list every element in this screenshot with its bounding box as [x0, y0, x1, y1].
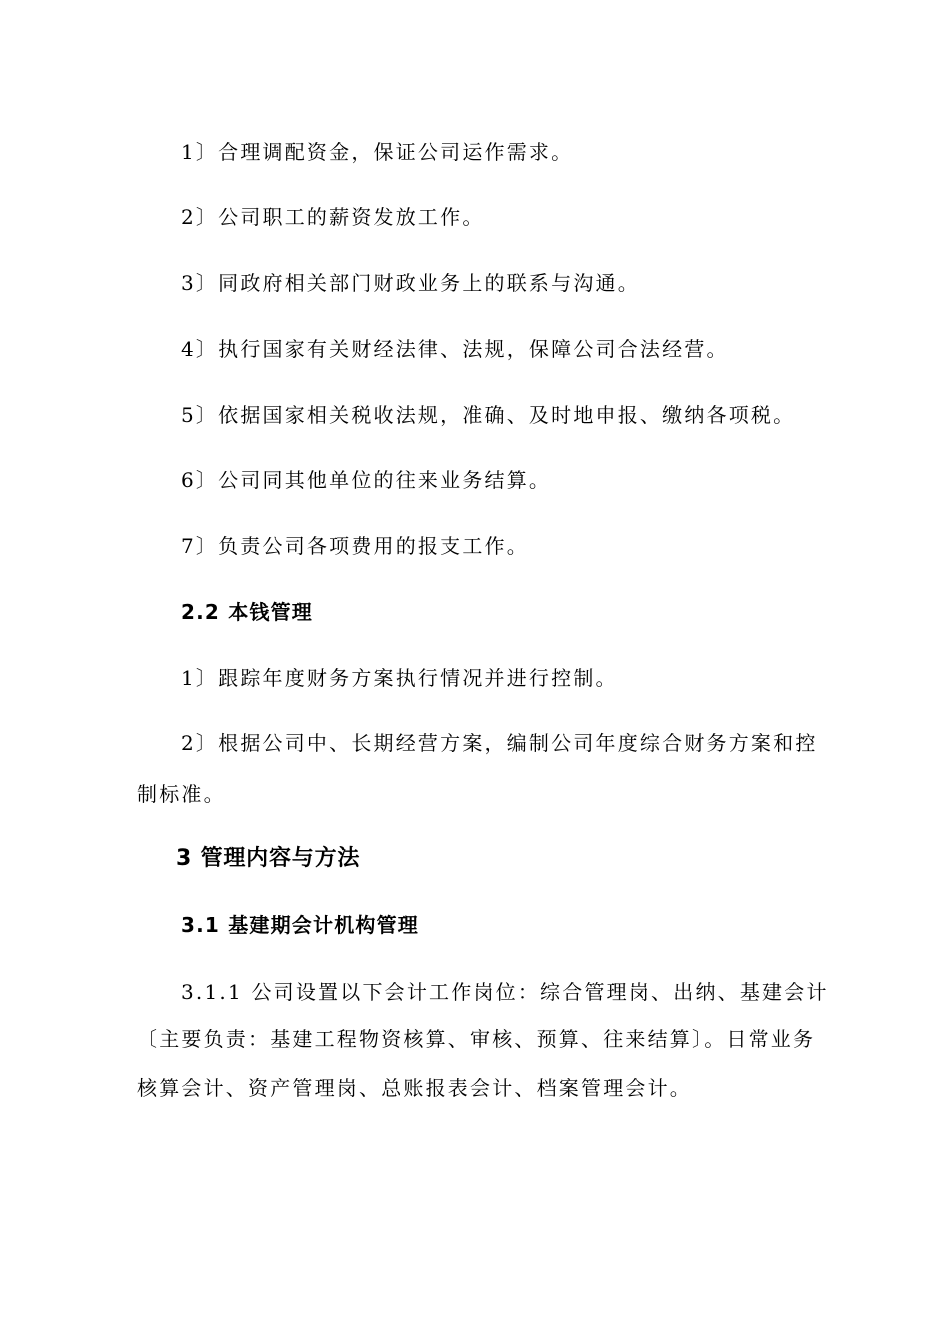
- section-2-2-heading: 2.2 本钱管理: [181, 600, 313, 624]
- duty-item-7: 7〕负责公司各项费用的报支工作。: [181, 534, 529, 558]
- section-3-1-1-line-2: 〔主要负责：基建工程物资核算、审核、预算、往来结算〕。日常业务: [137, 1027, 816, 1051]
- cost-item-2-line-2: 制标准。: [137, 782, 226, 806]
- section-3-heading: 3 管理内容与方法: [176, 846, 361, 871]
- duty-item-3: 3〕同政府相关部门财政业务上的联系与沟通。: [181, 271, 640, 295]
- duty-item-6: 6〕公司同其他单位的往来业务结算。: [181, 468, 552, 492]
- duty-item-4: 4〕执行国家有关财经法律、法规，保障公司合法经营。: [181, 337, 729, 361]
- section-3-1-1-line-3: 核算会计、资产管理岗、总账报表会计、档案管理会计。: [137, 1076, 692, 1100]
- cost-item-2-line-1: 2〕根据公司中、长期经营方案，编制公司年度综合财务方案和控: [181, 731, 818, 755]
- section-3-1-heading: 3.1 基建期会计机构管理: [181, 913, 419, 937]
- duty-item-1: 1〕合理调配资金，保证公司运作需求。: [181, 140, 574, 164]
- cost-item-1: 1〕跟踪年度财务方案执行情况并进行控制。: [181, 666, 618, 690]
- duty-item-2: 2〕公司职工的薪资发放工作。: [181, 205, 485, 229]
- duty-item-5: 5〕依据国家相关税收法规，准确、及时地申报、缴纳各项税。: [181, 403, 796, 427]
- section-3-1-1-line-1: 3.1.1 公司设置以下会计工作岗位：综合管理岗、出纳、基建会计: [181, 980, 829, 1004]
